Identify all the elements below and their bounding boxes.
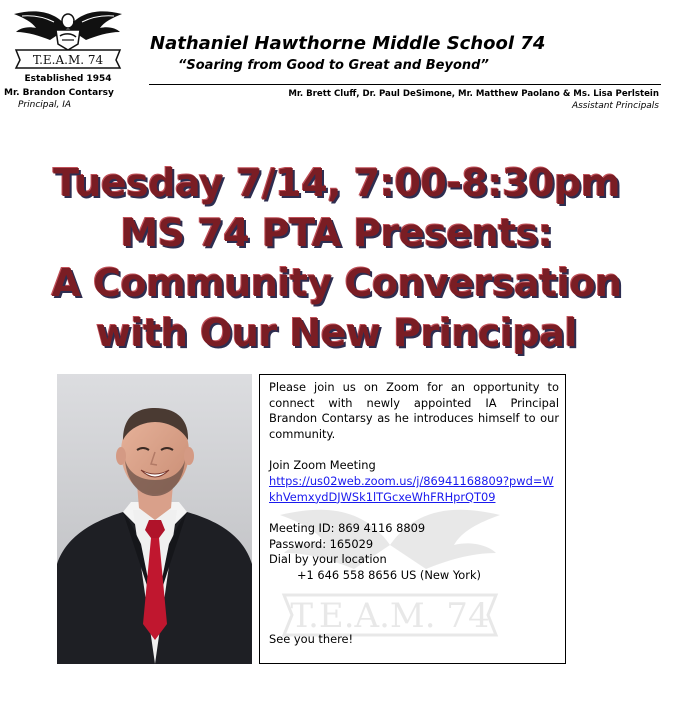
headline-date-time: Tuesday 7/14, 7:00-8:30pm bbox=[53, 161, 620, 205]
dial-label: Dial by your location bbox=[269, 552, 387, 567]
meeting-password: Password: 165029 bbox=[269, 536, 374, 551]
established-year: Established 1954 bbox=[24, 74, 112, 84]
team-74-eagle-logo bbox=[10, 6, 126, 70]
closing-text: See you there! bbox=[269, 631, 354, 646]
zoom-meeting-link[interactable]: https://us02web.zoom.us/j/86941168809?pwd=WkhVemxydDJWSk1lTGcxeWhFRHprQT09 bbox=[269, 473, 554, 504]
meeting-info-box bbox=[259, 374, 566, 664]
principal-photo bbox=[57, 374, 252, 664]
meeting-info-content bbox=[269, 380, 559, 647]
watermark-text: T.E.A.M. 74 bbox=[290, 596, 490, 636]
school-motto: “Soaring from Good to Great and Beyond” bbox=[178, 58, 489, 73]
dial-in-number: +1 646 558 8656 US (New York) bbox=[297, 567, 481, 582]
assistant-principals-names: Mr. Brett Cluff, Dr. Paul DeSimone, Mr. Matthew Paolano & Ms. Lisa Perlstein bbox=[288, 89, 659, 99]
event-headline bbox=[0, 158, 673, 358]
header-divider bbox=[149, 84, 661, 85]
meeting-id: Meeting ID: 869 4116 8809 bbox=[269, 521, 426, 536]
headline-event-subtitle: with Our New Principal bbox=[96, 311, 577, 355]
assistant-principals-title: Assistant Principals bbox=[571, 101, 659, 111]
principal-title: Principal, IA bbox=[18, 100, 72, 110]
school-name: Nathaniel Hawthorne Middle School 74 bbox=[150, 33, 546, 54]
logo-text: T.E.A.M. 74 bbox=[32, 53, 104, 67]
headline-presenter: MS 74 PTA Presents: bbox=[120, 211, 553, 255]
invitation-text: Please join us on Zoom for an opportunity to connect with newly appointed IA Principal Brandon Contarsy as he introduces himself to our community. bbox=[269, 380, 559, 441]
principal-name: Mr. Brandon Contarsy bbox=[4, 88, 114, 98]
headline-event-title: A Community Conversation bbox=[51, 261, 622, 305]
join-zoom-label: Join Zoom Meeting bbox=[269, 458, 376, 473]
